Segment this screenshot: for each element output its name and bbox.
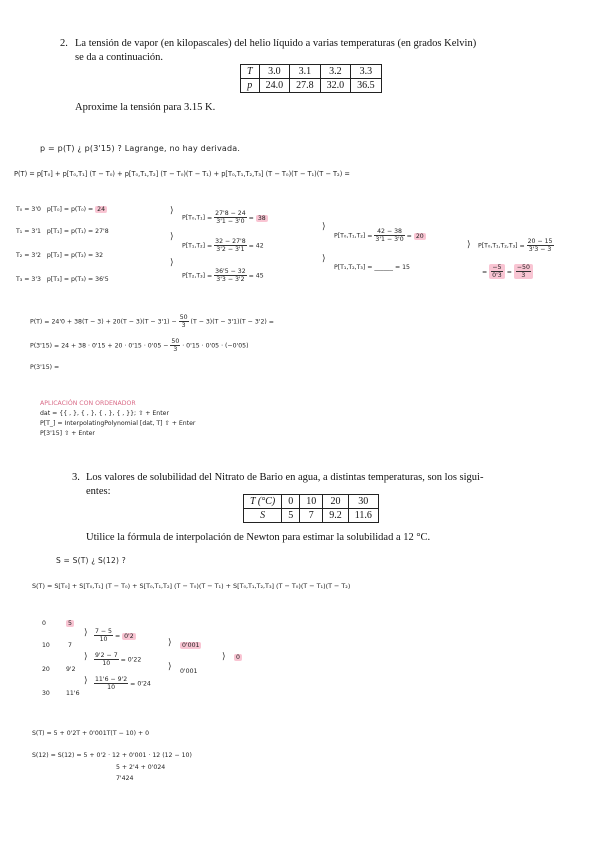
highlight-value: 5 [68,620,72,627]
node-row [16,228,109,235]
frac-den: 10 [102,660,111,667]
notes-3-formula: S(T) = S[T₀] + S[T₀,T₁] (T − T₀) + S[T₀,T₁,T₂] (T − T₀)(T − T₁) + S[T₀,T₁,T₂,T₃] (T − T₀)(T − T₁)(T − T₂) [32,582,351,590]
second-difference [334,264,410,271]
node-p: p[T₀] = p(T₀) = [46,206,94,213]
dd-result: 0'22 [127,656,142,664]
node-t-value: 0 [42,620,46,627]
table-cell: 20 [323,495,349,509]
result-text: · 0'15 · 0'05 · (−0'05) [182,342,249,350]
frac-num: 11'6 − 9'2 [95,676,128,683]
frac-den: 3'3 − 3'2 [216,276,245,283]
result-text: P(T) = 24'0 + 38(T − 3) + 20(T − 3)(T − 3'1) − [30,318,177,326]
node-s-value: 11'6 [66,690,80,697]
node-t: T₃ = 3'3 [16,276,41,283]
table-row [241,79,382,93]
highlight-value: 20 [415,232,424,240]
highlight-value: 0 [236,654,240,661]
third-difference-simplified [482,264,533,279]
vapor-pressure-table [240,64,382,93]
first-difference: $\frac{11'6 - 9'2}{10}$ = 0'24 [95,676,151,691]
frac-den: 3 [173,346,178,353]
first-difference: $\frac{7 - 5}{10}$ = 0'2 [95,628,134,643]
table-cell: T [241,65,260,79]
brace-mark: ⟩ [84,628,88,638]
problem-2-statement-line1: La tensión de vapor (en kilopascales) del helio líquido a varias temperaturas (en grados Kelvin) [75,38,477,49]
table-cell: 30 [348,495,378,509]
frac-den: 10 [107,684,116,691]
polynomial-result [30,314,274,329]
result-text: (T − 3)(T − 3'1)(T − 3'2) = [190,318,274,326]
node-p: p[T₃] = p(T₃) = 36'5 [46,276,109,283]
notes-3-intro: S = S(T) ¿ S(12) ? [56,556,126,565]
app-line: P[T_] = InterpolatingPolynomial [dat, T] ⇧ + Enter [40,420,196,427]
table-row [244,509,379,523]
dd-label: P[T₀,T₁,T₂] = [334,232,373,240]
frac-num: 32 − 27'8 [215,238,246,245]
final-result-blank: P(3'15) = [30,364,60,371]
fraction [514,264,533,279]
dd-blank: ______ [374,264,393,271]
problem-2-statement-line2: se da a continuación. [75,52,164,63]
fraction [214,268,247,283]
frac-num: 7 − 5 [95,628,112,635]
fraction [170,338,180,353]
highlight-value: 24 [97,206,106,213]
brace-mark: ⟩ [170,206,174,216]
first-difference: P[T₀,T₁] = $\frac{27'8 - 24}{3'1 - 3'0}$ = 38 [182,210,266,225]
node-s-value: 7 [68,642,72,649]
third-difference [478,238,554,253]
problem-2-number: 2. [60,38,68,49]
dd-result: = 15 [394,264,410,271]
table-cell: 3.2 [320,65,351,79]
table-row [241,65,382,79]
evaluated-result [30,338,249,353]
brace-mark: ⟩ [168,662,172,672]
node-t-value: 20 [42,666,50,673]
node-p: p[T₂] = p(T₂) = 32 [46,252,104,259]
table-cell: 10 [300,495,323,509]
table-cell: 11.6 [348,509,378,523]
notes-2-intro: p = p(T) ¿ p(3'15) ? Lagrange, no hay derivada. [40,144,241,153]
app-line: dat = {{ , }, { , }, { , }, { , }}; ⇧ + Enter [40,410,169,417]
node-p: p[T₁] = p(T₁) = 27'8 [46,228,109,235]
first-difference [182,268,264,283]
frac-den: 0'3 [492,272,502,279]
fraction [94,652,119,667]
table-cell: S [244,509,282,523]
fraction [489,264,505,279]
table-cell: 7 [300,509,323,523]
solubility-table [243,494,379,523]
brace-mark: ⟩ [170,232,174,242]
table-cell: 3.1 [290,65,321,79]
newton-polynomial: S(T) = 5 + 0'2T + 0'001T(T − 10) + 0 [32,730,150,737]
dd-result: = 42 [248,242,264,250]
evaluation-line: S(12) = S(12) = 5 + 0'2 · 12 + 0'001 · 12 (12 − 10) [32,752,192,759]
table-cell: 24.0 [259,79,290,93]
dd-label: P[T₁,T₂,T₃] = [334,264,373,271]
node-row [16,252,103,259]
problem-2-task: Aproxime la tensión para 3.15 K. [75,102,216,113]
brace-mark: ⟩ [467,240,471,250]
node-t: T₂ = 3'2 [16,252,41,259]
node-s-value: 9'2 [66,666,76,673]
node-t-value: 10 [42,642,50,649]
frac-den: 3'2 − 3'1 [216,246,245,253]
brace-mark: ⟩ [170,258,174,268]
problem-3-statement-line2: entes: [86,486,111,497]
dd-label: P[T₂,T₃] = [182,272,213,280]
fraction [214,210,247,225]
frac-den: 3'3 − 3 [528,246,552,253]
node-t: T₁ = 3'1 [16,228,41,235]
table-cell: T (°C) [244,495,282,509]
equals-sign: = [506,268,512,276]
table-cell: 0 [282,495,300,509]
node-row [16,206,107,213]
frac-num: −50 [516,264,530,271]
highlight-value: 0'001 [182,642,200,649]
notes-2-formula: P(T) = p[T₀] + p[T₀,T₁] (T − T₀) + p[T₀,T₁,T₂] (T − T₀)(T − T₁) + p[T₀,T₁,T₂,T₃] (T − T₀)(T − T₁)(T − T₂) = [14,170,350,178]
evaluation-line: 5 + 2'4 + 0'024 [116,764,166,771]
second-difference: P[T₀,T₁,T₂] = $\frac{42 - 38}{3'1 - 3'0}$ = 20 [334,228,424,243]
first-difference: $\frac{9'2 - 7}{10}$ = 0'22 [95,652,142,667]
frac-den: 3 [521,272,526,279]
problem-3-task: Utilice la fórmula de interpolación de Newton para estimar la solubilidad a 12 °C. [86,532,431,543]
frac-den: 3'1 − 3'0 [216,218,245,225]
problem-3-statement-line1: Los valores de solubilidad del Nitrato de Bario en agua, a distintas temperaturas, son los sigui- [86,472,484,483]
app-line: P[3'15] ⇧ + Enter [40,430,95,437]
table-cell: 27.8 [290,79,321,93]
highlight-value: 38 [257,214,266,222]
dd-label: P[T₀,T₁] = [182,214,213,222]
brace-mark: ⟩ [168,638,172,648]
table-cell: 36.5 [351,79,382,93]
frac-num: 27'8 − 24 [215,210,246,217]
frac-num: 50 [179,314,188,321]
fraction [214,238,247,253]
fraction [179,314,189,329]
highlight-value: 0'2 [124,632,134,640]
equals-sign: = [482,268,488,276]
frac-den: 3'1 − 3'0 [375,236,404,243]
brace-mark: ⟩ [222,652,226,662]
fraction [374,228,404,243]
fraction [527,238,554,253]
fraction [94,676,128,691]
frac-num: 20 − 15 [527,238,553,245]
first-difference [182,238,264,253]
table-cell: 9.2 [323,509,349,523]
brace-mark: ⟩ [322,254,326,264]
frac-num: 50 [171,338,180,345]
dd-result: 0'24 [137,680,151,688]
brace-mark: ⟩ [84,676,88,686]
second-difference: 0'001 [180,668,198,675]
fraction [94,628,113,643]
table-cell: p [241,79,260,93]
node-t-value: 30 [42,690,50,697]
frac-num: 9'2 − 7 [95,652,118,659]
table-cell: 3.0 [259,65,290,79]
node-t: T₀ = 3'0 [16,206,41,213]
brace-mark: ⟩ [84,652,88,662]
frac-num: 36'5 − 32 [215,268,246,275]
brace-mark: ⟩ [322,222,326,232]
table-cell: 3.3 [351,65,382,79]
frac-num: −5 [492,264,502,271]
final-answer: 7'424 [116,775,134,782]
table-cell: 32.0 [320,79,351,93]
frac-den: 10 [99,636,108,643]
table-cell: 5 [282,509,300,523]
frac-den: 3 [181,322,186,329]
dd-label: P[T₁,T₂] = [182,242,213,250]
dd-label: P[T₀,T₁,T₂,T₃] = [478,242,525,250]
table-row [244,495,379,509]
problem-3-number: 3. [72,472,80,483]
dd-result: = 45 [248,272,264,280]
app-title: APLICACIÓN CON ORDENADOR [40,400,136,407]
frac-num: 42 − 38 [374,228,404,236]
node-row [16,276,109,283]
result-text: P(3'15) = 24 + 38 · 0'15 + 20 · 0'15 · 0'05 − [30,342,169,350]
